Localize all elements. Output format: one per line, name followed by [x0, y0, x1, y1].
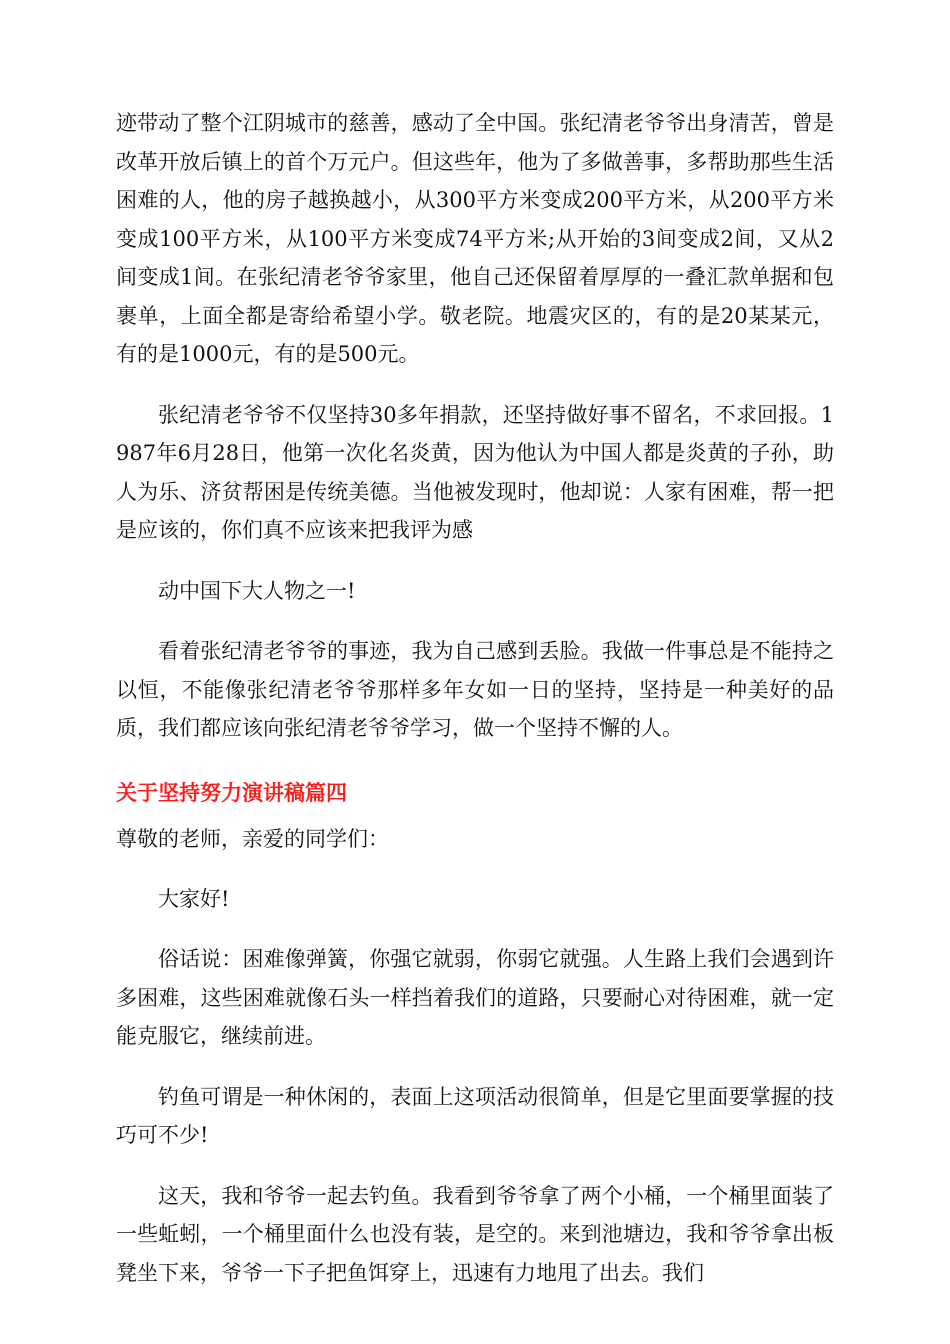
paragraph-proverb: 俗话说：困难像弹簧，你强它就弱，你弱它就强。人生路上我们会遇到许多困难，这些困难就像石头一样挡着我们的道路，只要耐心对待困难，就一定能克服它，继续前进。 — [116, 947, 834, 1048]
salutation: 尊敬的老师，亲爱的同学们： — [116, 826, 389, 851]
document-page — [116, 104, 834, 1292]
paragraph-fishing-intro: 钓鱼可谓是一种休闲的，表面上这项活动很简单，但是它里面要掌握的技巧可不少! — [116, 1084, 834, 1147]
section-heading: 关于坚持努力演讲稿篇四 — [116, 780, 347, 805]
paragraph-anonymous-donation: 张纪清老爷爷不仅坚持30多年捐款，还坚持做好事不留名，不求回报。1987年6月28日，他第一次化名炎黄，因为他认为中国人都是炎黄的子孙，助人为乐、济贫帮困是传统美德。当他被发现时，他却说：人家有困难，帮一把是应该的，你们真不应该来把我评为感 — [116, 402, 834, 542]
paragraph-fishing-story: 这天，我和爷爷一起去钓鱼。我看到爷爷拿了两个小桶，一个桶里面装了一些蚯蚓，一个桶里面什么也没有装，是空的。来到池塘边，我和爷爷拿出板凳坐下来，爷爷一下子把鱼饵穿上，迅速有力地甩了出去。我们 — [116, 1183, 834, 1285]
paragraph-charity-story: 迹带动了整个江阴城市的慈善，感动了全中国。张纪清老爷爷出身清苦，曾是改革开放后镇上的首个万元户。但这些年，他为了多做善事，多帮助那些生活困难的人，他的房子越换越小，从300平方米变成200平方米，从200平方米变成100平方米，从100平方米变成74平方米;从开始的3间变成2间，又从2间变成1间。在张纪清老爷爷家里，他自己还保留着厚厚的一叠汇款单据和包裹单，上面全都是寄给希望小学。敬老院。地震灾区的，有的是20某某元，有的是1000元，有的是500元。 — [116, 111, 834, 366]
paragraph-greeting: 大家好! — [158, 886, 230, 911]
paragraph-reflection: 看着张纪清老爷爷的事迹，我为自己感到丢脸。我做一件事总是不能持之以恒，不能像张纪清老爷爷那样多年女如一日的坚持，坚持是一种美好的品质，我们都应该向张纪清老爷爷学习，做一个坚持不懈的人。 — [116, 639, 834, 740]
paragraph-continuation: 动中国下大人物之一! — [158, 578, 356, 603]
